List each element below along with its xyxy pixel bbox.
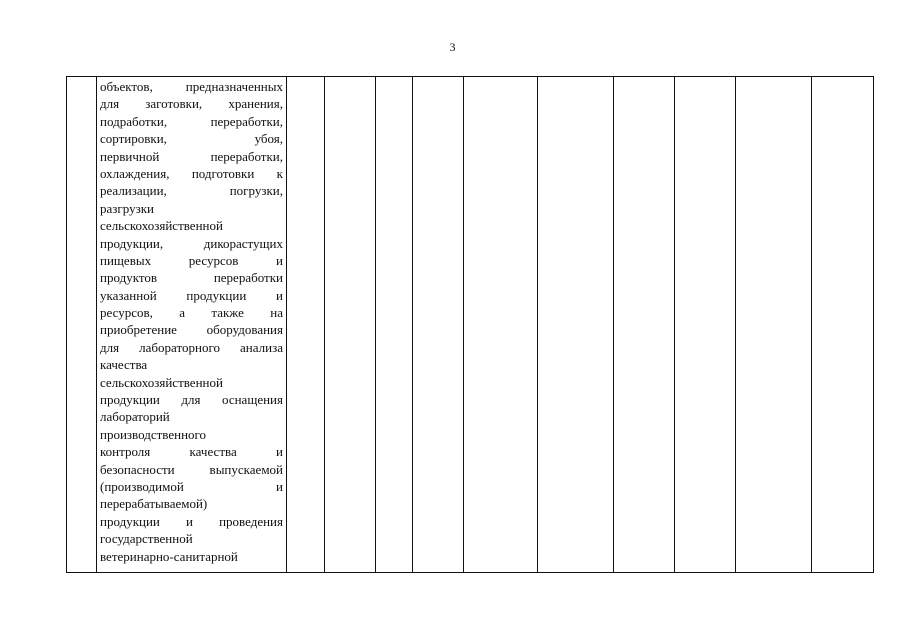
description-line: приобретение оборудования — [100, 322, 283, 338]
description-line: первичной переработки, — [100, 148, 283, 164]
description-line: охлаждения, подготовки к — [100, 165, 283, 181]
table-row — [67, 77, 874, 573]
data-table — [66, 76, 874, 573]
page-number: 3 — [449, 40, 456, 54]
description-line: реализации, погрузки, — [100, 183, 283, 199]
description-text — [100, 78, 283, 565]
description-line: для лабораторного анализа — [100, 339, 283, 355]
description-line: разгрузки — [100, 200, 154, 216]
empty-cell — [464, 77, 538, 573]
empty-cell — [287, 77, 325, 573]
description-line: продукции и проведения — [100, 513, 283, 529]
description-line: качества — [100, 357, 148, 373]
description-line: государственной — [100, 531, 193, 547]
description-line: перерабатываемой) — [100, 496, 208, 512]
empty-cell — [675, 77, 736, 573]
number-cell — [67, 77, 97, 573]
description-line: (производимой и — [100, 478, 283, 494]
description-line: безопасности выпускаемой — [100, 461, 283, 477]
description-line: для заготовки, хранения, — [100, 96, 283, 112]
description-line: ветеринарно-санитарной — [100, 548, 238, 564]
description-line: указанной продукции и — [100, 287, 283, 303]
description-line: продукции для оснащения — [100, 392, 283, 408]
description-line: ресурсов, а также на — [100, 305, 283, 321]
description-line: сортировки, убоя, — [100, 131, 283, 147]
empty-cell — [736, 77, 812, 573]
description-line: сельскохозяйственной — [100, 374, 223, 390]
empty-cell — [812, 77, 874, 573]
description-line: лабораторий — [100, 409, 170, 425]
empty-cell — [614, 77, 675, 573]
empty-cell — [538, 77, 614, 573]
description-line: продукции, дикорастущих — [100, 235, 283, 251]
empty-cell — [376, 77, 413, 573]
empty-cell — [325, 77, 376, 573]
description-line: сельскохозяйственной — [100, 218, 223, 234]
description-cell — [97, 77, 287, 573]
description-line: производственного — [100, 426, 207, 442]
description-line: контроля качества и — [100, 444, 283, 460]
empty-cell — [413, 77, 464, 573]
description-line: продуктов переработки — [100, 270, 283, 286]
description-line: пищевых ресурсов и — [100, 252, 283, 268]
description-line: подработки, переработки, — [100, 113, 283, 129]
description-line: объектов, предназначенных — [100, 79, 283, 94]
